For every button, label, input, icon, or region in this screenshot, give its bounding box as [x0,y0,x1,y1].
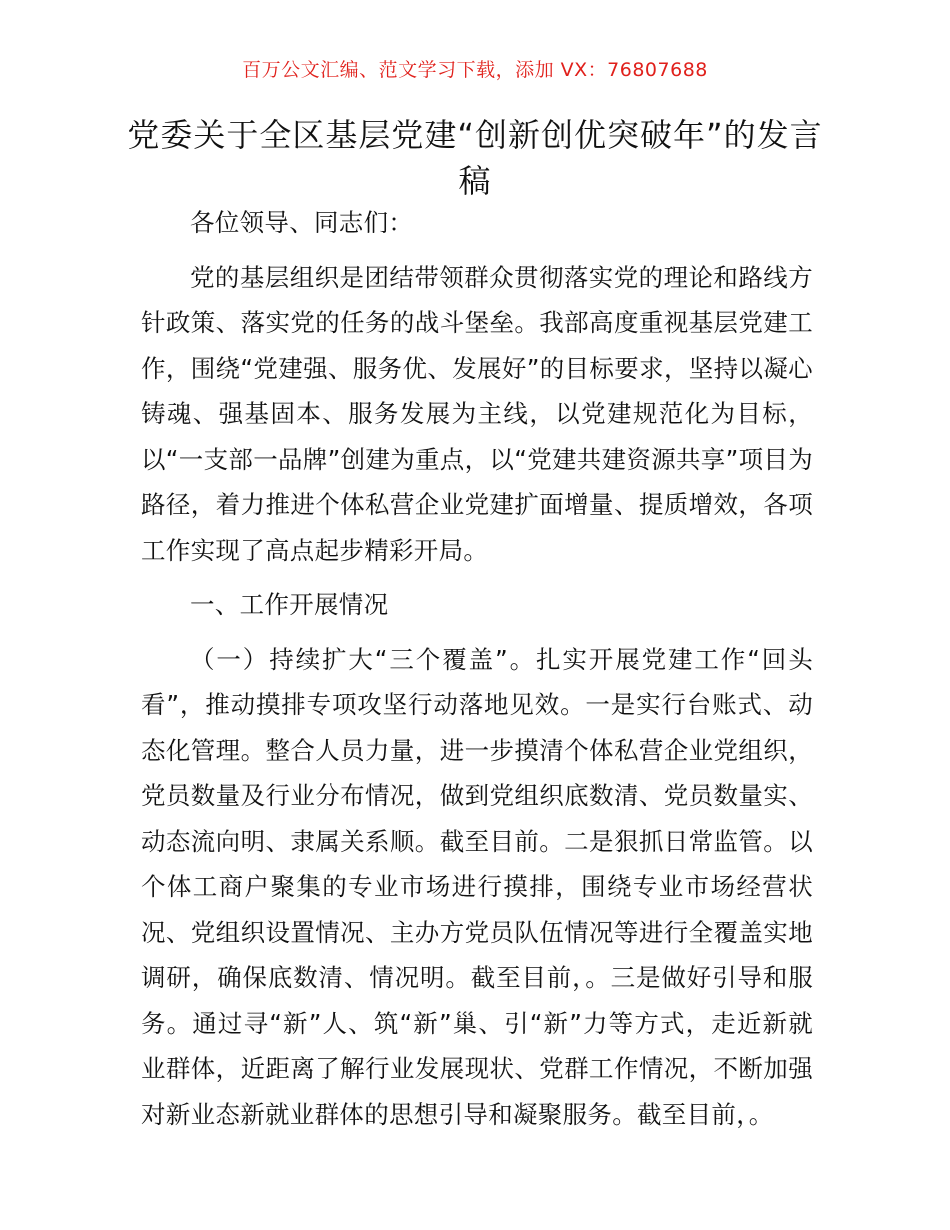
document-title: 党委关于全区基层党建“创新创优突破年”的发言稿 [127,116,823,200]
section-paragraph: （一）持续扩大“三个覆盖”。扎实开展党建工作“回头看”，推动摸排专项攻坚行动落地见效。一是实行台账式、动态化管理。整合人员力量，进一步摸清个体私营企业党组织，党员数量及行业分布情况，做到党组织底数清、党员数量实、动态流向明、隶属关系顺。截至目前。二是狠抓日常监管。以个体工商户聚集的专业市场进行摸排，围绕专业市场经营状况、党组织设置情况、主办方党员队伍情况等进行全覆盖实地调研，确保底数清、情况明。截至目前，。三是做好引导和服务。通过寻“新”人、筑“新”巢、引“新”力等方式，走近新就业群体，近距离了解行业发展现状、党群工作情况，不断加强对新业态新就业群体的思想引导和凝聚服务。截至目前，。 [141,644,813,1129]
section-heading: 一、工作开展情况 [190,590,389,619]
intro-paragraph: 党的基层组织是团结带领群众贯彻落实党的理论和路线方针政策、落实党的任务的战斗堡垒。我部高度重视基层党建工作，围绕“党建强、服务优、发展好”的目标要求，坚持以凝心铸魂、强基固本、服务发展为主线，以党建规范化为目标，以“一支部一品牌”创建为重点，以“党建共建资源共享”项目为路径，着力推进个体私营企业党建扩面增量、提质增效，各项工作实现了高点起步精彩开局。 [141,262,813,565]
watermark-text: 百万公文汇编、范文学习下载，添加 VX：76807688 [242,59,708,81]
greeting-paragraph: 各位领导、同志们： [190,208,414,237]
document-body [141,200,813,1146]
